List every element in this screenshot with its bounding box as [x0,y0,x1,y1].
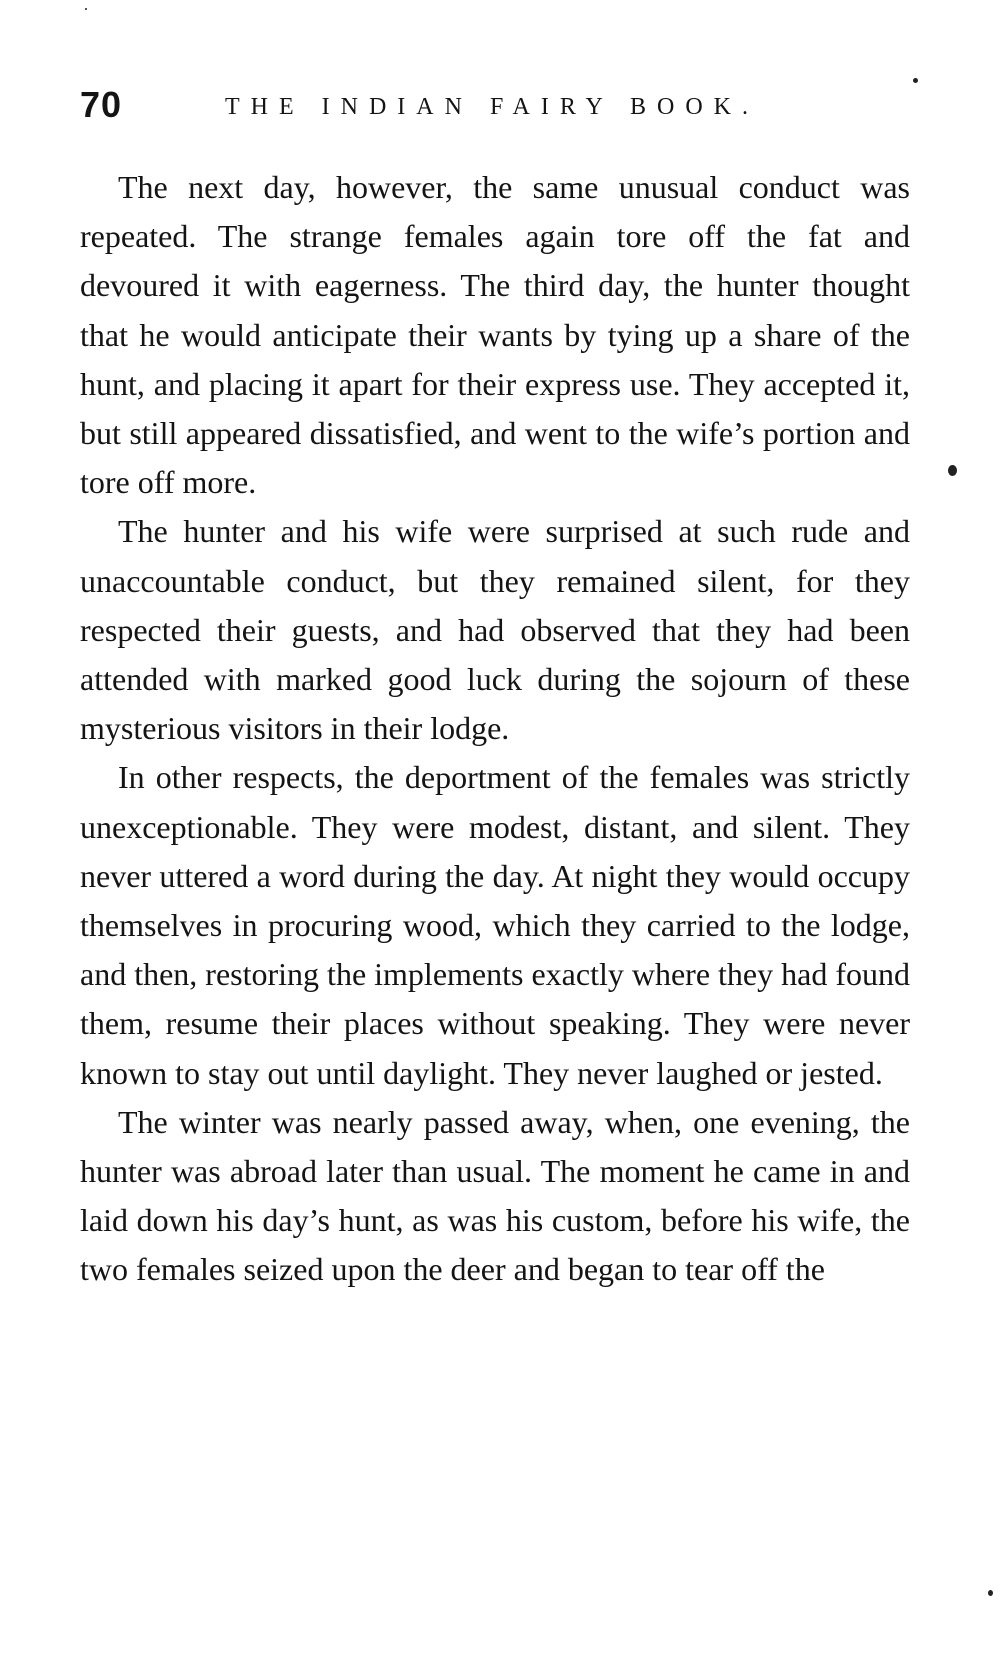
body-text [80,163,910,1295]
page-number: 70 [80,84,123,125]
paragraph-4: The winter was nearly passed away, when, one evening, the hunter was abroad later than usual. The moment he came in and laid down his day’s hunt, as was his custom, before his wife, the two females seized upon the deer and began to tear off the [80,1103,910,1288]
paragraph-2: The hunter and his wife were surprised at such rude and unaccountable conduct, but they remained silent, for they respected their guests, and had observed that they had been attended with marked good luck during the sojourn of these mysterious visitors in their lodge. [80,513,910,747]
ink-speck [85,8,87,10]
paragraph-1: The next day, however, the same unusual conduct was repeated. The strange females again tore off the fat and devoured it with eagerness. The third day, the hunter thought that he would anticipate their wants by tying up a share of the hunt, and placing it apart for their express use. They accepted it, but still appeared dissatisfied, and went to the wife’s portion and tore off more. [80,169,910,501]
ink-speck [988,1590,993,1596]
ink-speck [948,465,957,476]
page-header [80,84,920,134]
ink-speck [913,78,918,83]
running-title: THE INDIAN FAIRY BOOK. [225,94,759,120]
paragraph-3: In other respects, the deportment of the females was strictly unexceptionable. They were modest, distant, and silent. They never uttered a word during the day. At night they would occupy themselves in procuring wood, which they carried to the lodge, and then, restoring the implements exactly where they had found them, resume their places without speaking. They were never known to stay out until daylight. They never laughed or jested. [80,759,910,1091]
